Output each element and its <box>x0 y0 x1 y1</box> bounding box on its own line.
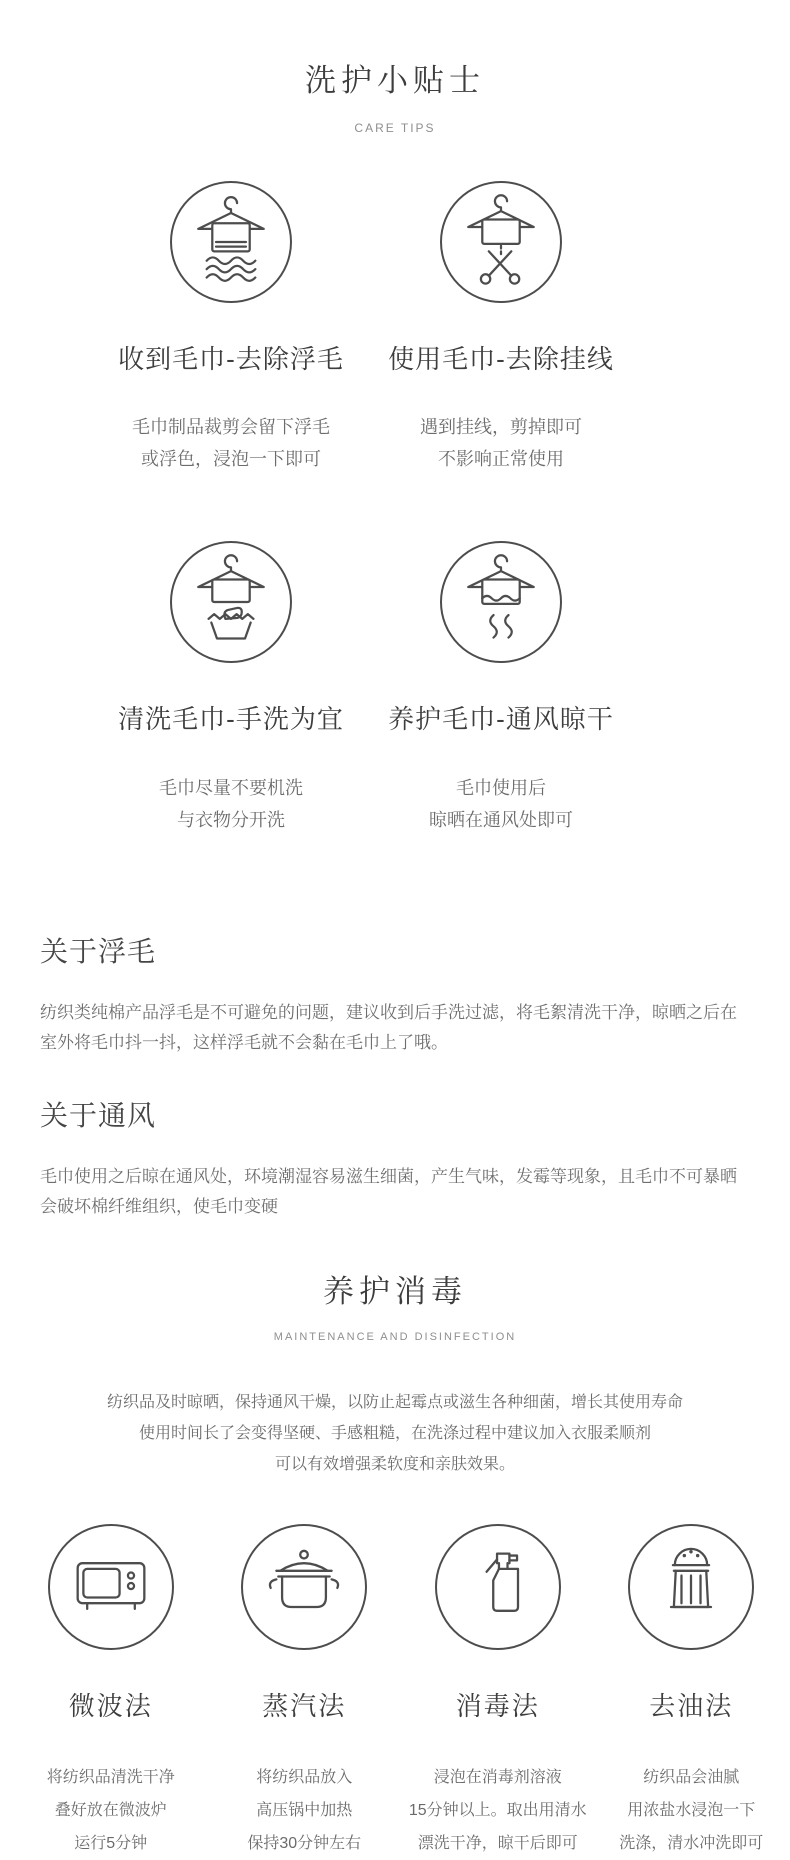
tip-line: 毛巾尽量不要机洗 <box>159 777 303 798</box>
spray-bottle-icon <box>435 1524 561 1650</box>
towel-hanger-scissors-icon <box>440 181 562 303</box>
tip-item-air-dry <box>366 541 636 836</box>
methods-grid <box>0 1524 788 1860</box>
tip-item-cut-threads <box>366 181 636 476</box>
method-line: 保持30分钟左右 <box>247 1835 362 1853</box>
tip-description <box>420 411 582 475</box>
tip-heading: 清洗毛巾-手洗为宜 <box>118 704 344 735</box>
care-tips-section <box>0 0 790 836</box>
tip-description <box>429 772 573 836</box>
method-line: 用浓盐水浸泡一下 <box>627 1802 756 1820</box>
tip-line: 遇到挂线，剪掉即可 <box>420 417 582 438</box>
note-about-ventilation <box>40 1094 750 1222</box>
care-tips-subtitle: CARE TIPS <box>354 120 436 135</box>
tip-item-hand-wash <box>96 541 366 836</box>
intro-line: 纺织品及时晾晒，保持通风干燥，以防止起霉点或滋生各种细菌，增长其使用寿命 <box>106 1394 683 1412</box>
method-description <box>619 1761 763 1860</box>
method-line: 将纺织品清洗干净 <box>46 1769 175 1787</box>
tip-line: 毛巾制品裁剪会留下浮毛 <box>132 417 330 438</box>
method-line: 纺织品会油腻 <box>643 1769 740 1787</box>
method-line: 高压锅中加热 <box>256 1802 353 1820</box>
method-description <box>47 1761 175 1860</box>
method-description <box>409 1761 587 1860</box>
tip-heading: 养护毛巾-通风晾干 <box>388 704 614 735</box>
maintenance-section <box>0 1266 790 1860</box>
method-line: 叠好放在微波炉 <box>54 1802 167 1820</box>
method-disinfect <box>401 1524 595 1860</box>
method-microwave <box>14 1524 208 1860</box>
steam-pot-icon <box>241 1524 367 1650</box>
tip-description <box>159 772 303 836</box>
tip-line: 与衣物分开洗 <box>177 809 285 830</box>
towel-hanger-soak-icon <box>170 181 292 303</box>
intro-line: 可以有效增强柔软度和亲肤效果。 <box>274 1456 515 1474</box>
salt-shaker-icon <box>628 1524 754 1650</box>
towel-hanger-handwash-icon <box>170 541 292 663</box>
note-body: 毛巾使用之后晾在通风处，环境潮湿容易滋生细菌，产生气味，发霉等现象，且毛巾不可暴晒会破坏棉纤维组织，使毛巾变硬 <box>40 1166 737 1216</box>
notes-section <box>40 930 750 1222</box>
method-heading: 去油法 <box>649 1691 734 1722</box>
maintenance-subtitle: MAINTENANCE AND DISINFECTION <box>273 1331 517 1344</box>
maintenance-intro <box>0 1387 790 1480</box>
tip-line: 不影响正常使用 <box>438 449 564 470</box>
method-line: 漂洗干净，晾干后即可 <box>417 1835 578 1853</box>
tips-grid <box>96 181 636 836</box>
method-line: 洗涤，清水冲洗即可 <box>619 1835 764 1853</box>
tip-line: 晾晒在通风处即可 <box>429 809 573 830</box>
tip-heading: 使用毛巾-去除挂线 <box>388 343 614 374</box>
intro-line: 使用时间长了会变得坚硬、手感粗糙，在洗涤过程中建议加入衣服柔顺剂 <box>138 1425 651 1443</box>
method-line: 浸泡在消毒剂溶液 <box>433 1769 562 1787</box>
tip-line: 或浮色，浸泡一下即可 <box>141 449 321 470</box>
microwave-icon <box>48 1524 174 1650</box>
method-heading: 消毒法 <box>455 1691 540 1722</box>
method-description <box>247 1761 361 1860</box>
method-steam <box>208 1524 402 1860</box>
tip-line: 毛巾使用后 <box>456 777 546 798</box>
tip-heading: 收到毛巾-去除浮毛 <box>118 343 344 374</box>
tip-description <box>132 411 330 475</box>
care-tips-title: 洗护小贴士 <box>305 62 485 98</box>
tip-item-remove-lint <box>96 181 366 476</box>
method-degrease <box>595 1524 789 1860</box>
note-about-lint <box>40 930 750 1058</box>
method-line: 15分钟以上。取出用清水 <box>408 1802 587 1820</box>
method-heading: 蒸汽法 <box>262 1691 347 1722</box>
method-heading: 微波法 <box>68 1691 153 1722</box>
method-line: 运行5分钟 <box>74 1835 148 1853</box>
note-heading: 关于通风 <box>40 1099 157 1131</box>
note-heading: 关于浮毛 <box>40 935 157 967</box>
towel-hanger-airdry-icon <box>440 541 562 663</box>
note-body: 纺织类纯棉产品浮毛是不可避免的问题，建议收到后手洗过滤，将毛絮清洗干净，晾晒之后在室外将毛巾抖一抖，这样浮毛就不会黏在毛巾上了哦。 <box>40 1002 737 1052</box>
method-line: 将纺织品放入 <box>256 1769 353 1787</box>
maintenance-title: 养护消毒 <box>323 1273 467 1309</box>
